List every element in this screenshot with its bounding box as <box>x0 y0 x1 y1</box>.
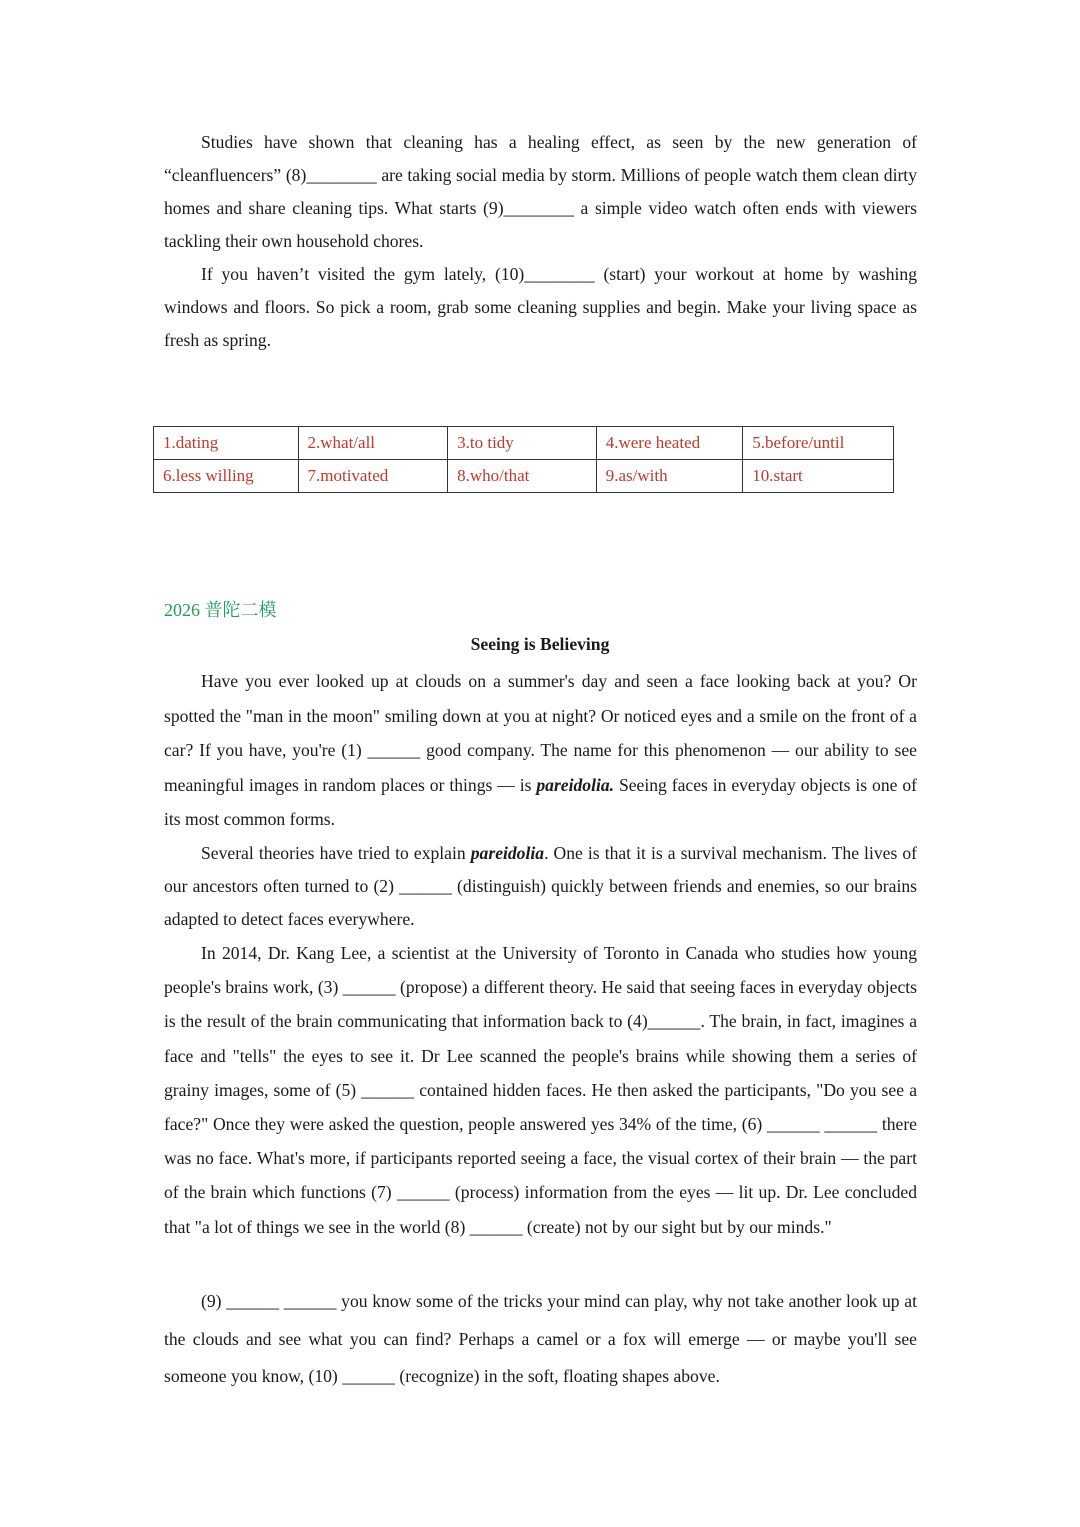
passage-b-paragraph-3: In 2014, Dr. Kang Lee, a scientist at the University of Toronto in Canada who studies how young people's brains work, (3) ______ (propose) a different theory. He said that seeing faces in everyday objects is the result of the brain communicating that information back to (4)______. The brain, in fact, imagines a face and "tells" the eyes to see it. Dr Lee scanned the people's brains while showing them a series of grainy images, some of (5) ______ contained hidden faces. He then asked the participants, "Do you see a face?" Once they were asked the question, people answered yes 34% of the time, (6) ______ ______ there was no face. What's more, if participants reported seeing a face, the visual cortex of their brain — the part of the brain which functions (7) ______ (process) information from the eyes — lit up. Dr. Lee concluded that "a lot of things we see in the world (8) ______ (create) not by our sight but by our minds." <box>164 943 917 1237</box>
answer-cell: 4.were heated <box>596 427 743 460</box>
answer-cell: 9.as/with <box>596 460 743 493</box>
term-pareidolia: pareidolia. <box>536 774 615 795</box>
answer-cell: 10.start <box>743 460 894 493</box>
passage-title: Seeing is Believing <box>470 634 610 654</box>
answer-cell: 5.before/until <box>743 427 894 460</box>
paragraph-text: Have you ever looked up at clouds on a summer's day and seen a face looking back at you? Or spotted the "man in the moon" smiling down at you at night? Or noticed eyes and a smile on the front of a car? If you have, you're (1) ______ good company. The name for this phenomenon — our ability to see meaningful images in random places or things — is <box>164 671 917 795</box>
passage-a-paragraph-1: Studies have shown that cleaning has a healing effect, as seen by the new generation of “cleanfluencers” (8)________ are taking social media by storm. Millions of people watch them clean dirty homes and share cleaning tips. What starts (9)________ a simple video watch often ends with viewers tackling their own household chores. <box>164 132 917 251</box>
passage-b-paragraph-1 <box>164 664 917 837</box>
table-row <box>154 427 894 460</box>
answer-key-table <box>153 426 894 493</box>
answer-cell: 8.who/that <box>448 460 597 493</box>
paragraph-text: Seeing faces in everyday objects is one of its most common forms. <box>164 774 917 829</box>
term-pareidolia: pareidolia <box>470 843 545 863</box>
paragraph-text: Several theories have tried to explain <box>201 843 471 863</box>
answer-cell: 2.what/all <box>298 427 448 460</box>
passage-b-paragraph-2 <box>164 837 917 936</box>
exam-label: 2026 普陀二模 <box>164 600 277 620</box>
answer-cell: 6.less willing <box>154 460 299 493</box>
passage-a-paragraph-2: If you haven’t visited the gym lately, (10)________ (start) your workout at home by washing windows and floors. So pick a room, grab some cleaning supplies and begin. Make your living space as fresh as spring. <box>164 264 917 350</box>
paragraph-text: . One is that it is a survival mechanism. The lives of our ancestors often turned to (2) ______ (distinguish) quickly between friends and enemies, so our brains adapted to detect faces everywhere. <box>164 843 918 929</box>
passage-b-paragraph-4: (9) ______ ______ you know some of the tricks your mind can play, why not take another look up at the clouds and see what you can find? Perhaps a camel or a fox will emerge — or maybe you'll see someone you know, (10) ______ (recognize) in the soft, floating shapes above. <box>164 1291 917 1386</box>
table-row <box>154 460 894 493</box>
answer-cell: 1.dating <box>154 427 299 460</box>
answer-cell: 7.motivated <box>298 460 448 493</box>
answer-cell: 3.to tidy <box>448 427 597 460</box>
